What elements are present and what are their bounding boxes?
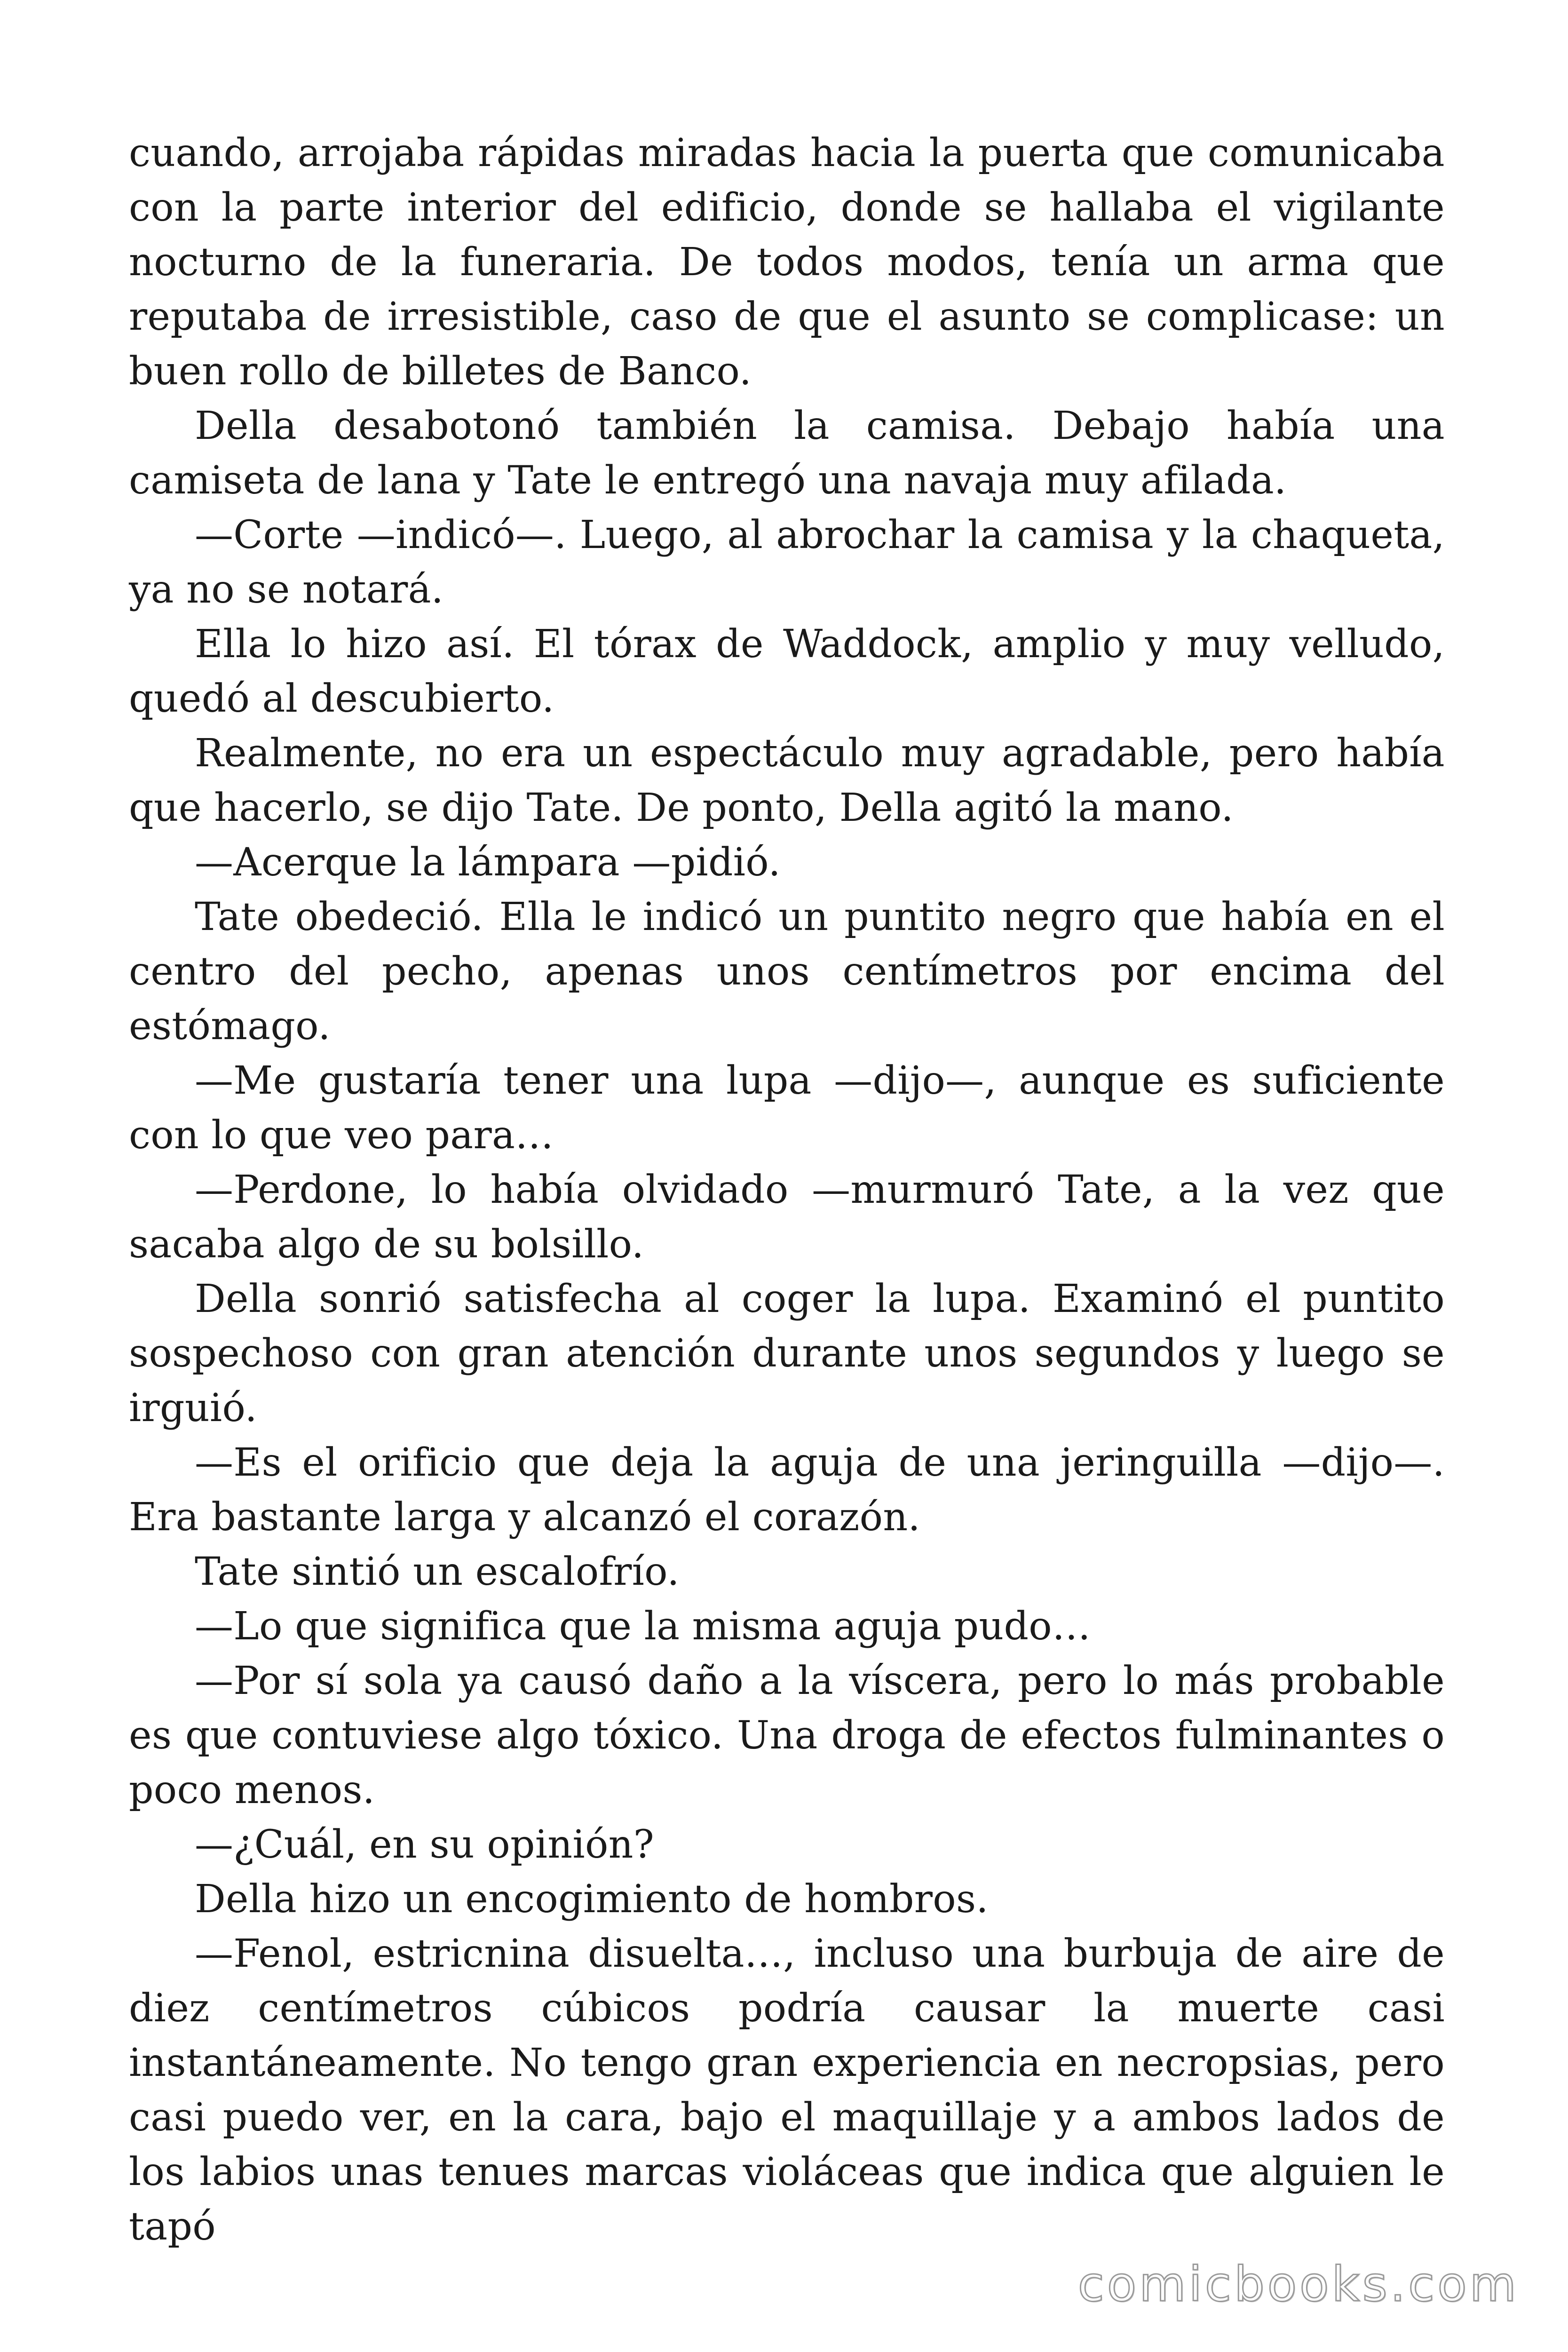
paragraph: —Perdone, lo había olvidado —murmuró Tate, a la vez que sacaba algo de su bolsillo.: [129, 1168, 1445, 1267]
paragraph: —Por sí sola ya causó daño a la víscera, pero lo más probable es que contuviese algo tóxico. Una droga de efectos fulminantes o poco menos.: [129, 1659, 1445, 1812]
paragraph: —Acerque la lámpara —pidió.: [195, 840, 781, 885]
paragraph: cuando, arrojaba rápidas miradas hacia la puerta que comunicaba con la parte interior del edificio, donde se hallaba el vigilante nocturno de la funeraria. De todos modos, tenía un arma que reputaba de irresistible, caso de que el asunto se complicase: un buen rollo de billetes de Banco.: [129, 131, 1445, 394]
paragraph: Realmente, no era un espectáculo muy agradable, pero había que hacerlo, se dijo Tate. De ponto, Della agitó la mano.: [129, 731, 1445, 830]
paragraph: Della desabotonó también la camisa. Debajo había una camiseta de lana y Tate le entregó una navaja muy afilada.: [129, 404, 1445, 503]
paragraph: —Fenol, estricnina disuelta…, incluso una burbuja de aire de diez centímetros cúbicos podría causar la muerte casi instantáneamente. No tengo gran experiencia en necropsias, pero casi puedo ver, en la cara, bajo el maquillaje y a ambos lados de los labios unas tenues marcas violáceas que indica que alguien le tapó: [129, 1931, 1445, 2249]
paragraph: —Es el orificio que deja la aguja de una jeringuilla —dijo—. Era bastante larga y alcanzó el corazón.: [129, 1440, 1445, 1540]
paragraph: Della hizo un encogimiento de hombros.: [195, 1877, 989, 1922]
paragraph: Ella lo hizo así. El tórax de Waddock, amplio y muy velludo, quedó al descubierto.: [129, 622, 1445, 721]
paragraph: Della sonrió satisfecha al coger la lupa. Examinó el puntito sospechoso con gran atención durante unos segundos y luego se irguió.: [129, 1277, 1445, 1430]
paragraph: Tate obedeció. Ella le indicó un puntito negro que había en el centro del pecho, apenas unos centímetros por encima del estómago.: [129, 895, 1445, 1049]
paragraph: Tate sintió un escalofrío.: [195, 1549, 680, 1594]
paragraph: —Me gustaría tener una lupa —dijo—, aunque es suficiente con lo que veo para…: [129, 1058, 1445, 1158]
page-body: [129, 126, 1445, 2254]
paragraph: —¿Cuál, en su opinión?: [195, 1822, 654, 1867]
watermark: comicbooks.com: [1077, 2257, 1519, 2312]
paragraph: —Lo que significa que la misma aguja pudo…: [195, 1604, 1091, 1649]
paragraph: —Corte —indicó—. Luego, al abrochar la camisa y la chaqueta, ya no se notará.: [129, 513, 1445, 612]
